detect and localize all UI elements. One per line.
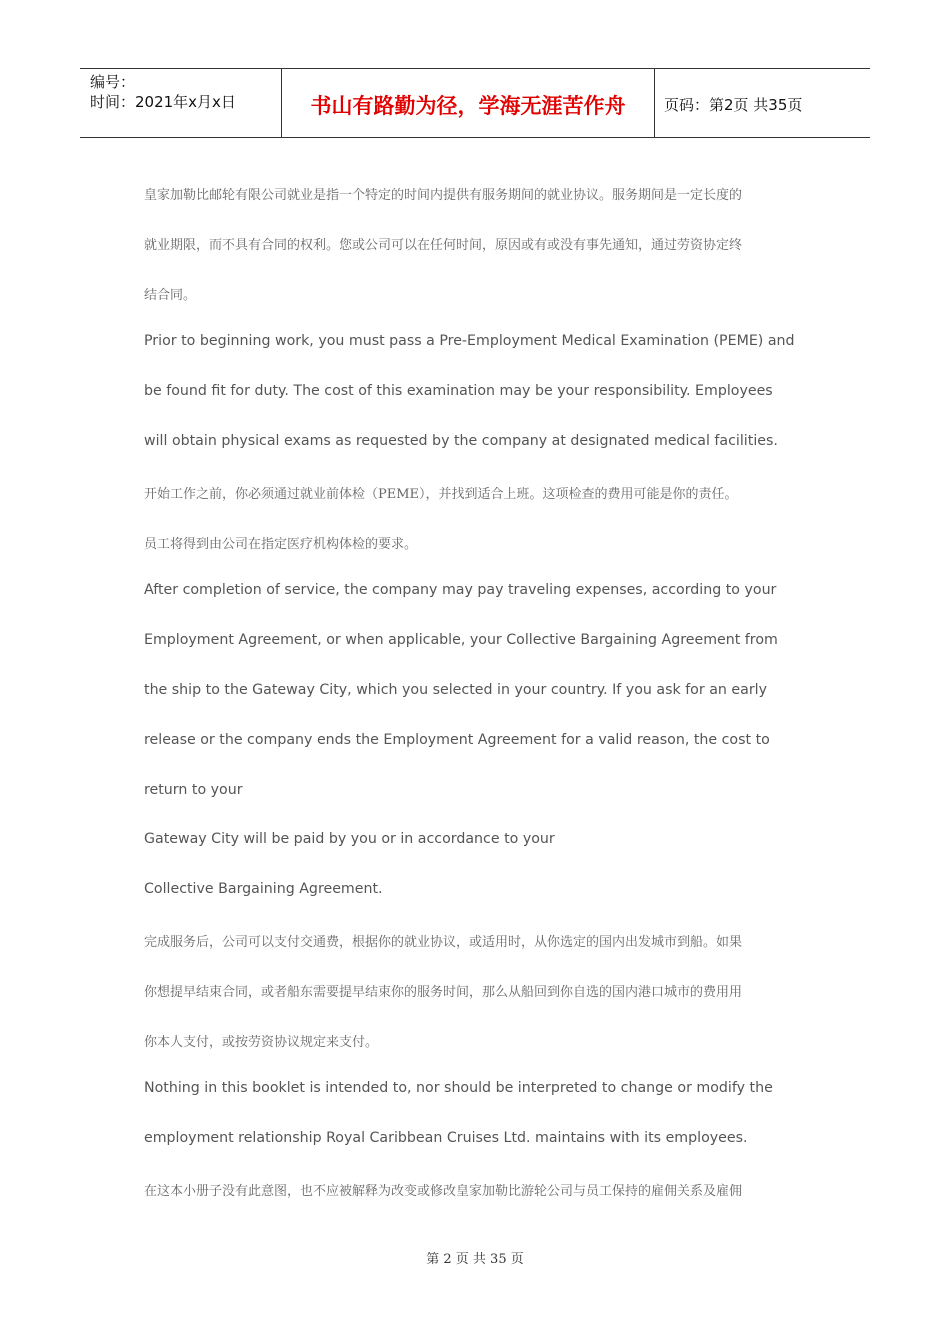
text-line: Nothing in this booklet is intended to, nor should be interpreted to change or modify the <box>144 1080 773 1097</box>
text-line: 员工将得到由公司在指定医疗机构体检的要求。 <box>144 536 418 552</box>
text-line: 就业期限，而不具有合同的权利。您或公司可以在任何时间，原因或有或没有事先通知，通过劳资协定终 <box>144 237 743 253</box>
text-line: return to your <box>144 781 243 798</box>
text-line: 结合同。 <box>144 287 197 303</box>
text-line: Collective Bargaining Agreement. <box>144 881 383 898</box>
text-line: After completion of service, the company may pay traveling expenses, according to your <box>144 582 777 599</box>
header-motto-cell <box>281 69 655 137</box>
text-line: will obtain physical exams as requested by the company at designated medical facilities. <box>144 433 778 449</box>
date-label: 时间：2021年x月x日 <box>90 93 236 111</box>
text-line: release or the company ends the Employment Agreement for a valid reason, the cost to <box>144 731 770 748</box>
serial-label: 编号： <box>90 73 136 91</box>
text-line: Employment Agreement, or when applicable, your Collective Bargaining Agreement from <box>144 632 778 649</box>
motto-text: 书山有路勤为径，学海无涯苦作舟 <box>310 94 626 118</box>
text-line: 在这本小册子没有此意图，也不应被解释为改变或修改皇家加勒比游轮公司与员工保持的雇佣关系及雇佣 <box>144 1184 743 1199</box>
text-line: employment relationship Royal Caribbean Cruises Ltd. maintains with its employees. <box>144 1130 748 1147</box>
text-line: 你想提早结束合同，或者船东需要提早结束你的服务时间，那么从船回到你自选的国内港口城市的费用用 <box>144 984 743 1000</box>
page-header <box>80 68 870 138</box>
text-line: Prior to beginning work, you must pass a Pre-Employment Medical Examination (PEME) and <box>144 333 795 350</box>
text-line: 完成服务后，公司可以支付交通费，根据你的就业协议，或适用时，从你选定的国内出发城市到船。如果 <box>144 935 743 950</box>
page-footer: 第 2 页 共 35 页 <box>426 1252 524 1267</box>
text-line: 皇家加勒比邮轮有限公司就业是指一个特定的时间内提供有服务期间的就业协议。服务期间是一定长度的 <box>144 188 743 203</box>
text-line: Gateway City will be paid by you or in accordance to your <box>144 831 555 848</box>
text-line: the ship to the Gateway City, which you selected in your country. If you ask for an early <box>144 682 767 698</box>
header-page-cell <box>655 69 870 137</box>
text-line: 你本人支付，或按劳资协议规定来支付。 <box>144 1034 379 1050</box>
page-number-label: 页码：第2页 共35页 <box>664 96 803 114</box>
text-line: be found fit for duty. The cost of this examination may be your responsibility. Employees <box>144 383 773 400</box>
header-info-cell <box>80 69 280 137</box>
text-line: 开始工作之前，你必须通过就业前体检（PEME），并找到适合上班。这项检查的费用可能是你的责任。 <box>144 486 738 502</box>
